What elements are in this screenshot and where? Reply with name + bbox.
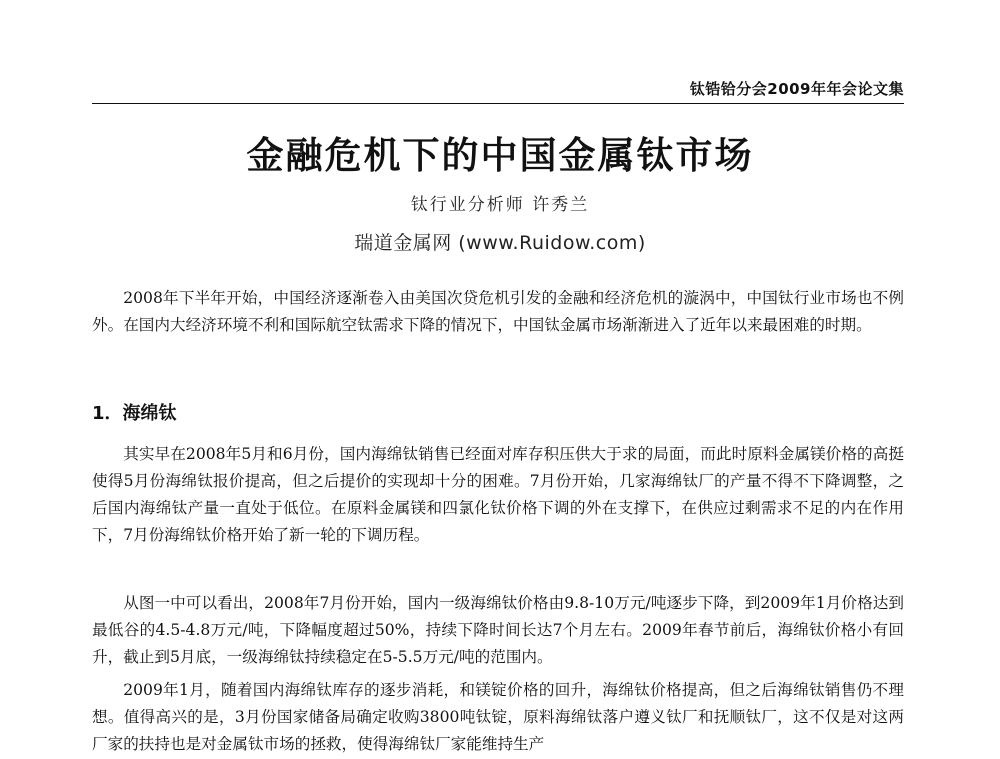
article-title: 金融危机下的中国金属钛市场 (246, 133, 754, 177)
intro-paragraph: 2008年下半年开始，中国经济逐渐卷入由美国次贷危机引发的金融和经济危机的漩涡中，中国钛行业市场也不例外。在国内大经济环境不利和国际航空钛需求下降的情况下，中国钛金属市场渐渐进入了近年以来最困难的时期。 (92, 289, 904, 334)
section1-paragraph-3: 2009年1月，随着国内海绵钛库存的逐步消耗，和镁锭价格的回升，海绵钛价格提高，但之后海绵钛销售仍不理想。值得高兴的是，3月份国家储备局确定收购3800吨钛锭，原料海绵钛落户遵义钛厂和抚顺钛厂，这不仅是对这两厂家的扶持也是对金属钛市场的拯救，使得海绵钛厂家能维持生产 (92, 681, 904, 753)
header-rule (92, 103, 904, 104)
section1-paragraph-2: 从图一中可以看出，2008年7月份开始，国内一级海绵钛价格由9.8-10万元/吨逐步下降，到2009年1月价格达到最低谷的4.5-4.8万元/吨，下降幅度超过50%，持续下降时间长达7个月左右。2009年春节前后，海绵钛价格小有回升，截止到5月底，一级海绵钛持续稳定在5-5.5万元/吨的范围内。 (92, 594, 904, 666)
section1-paragraph-1: 其实早在2008年5月和6月份，国内海绵钛销售已经面对库存积压供大于求的局面，而此时原料金属镁价格的高挺使得5月份海绵钛报价提高，但之后提价的实现却十分的困难。7月份开始，几家海绵钛厂的产量不得不下降调整，之后国内海绵钛产量一直处于低位。在原料金属镁和四氯化钛价格下调的外在支撑下，在供应过剩需求不足的内在作用下，7月份海绵钛价格开始了新一轮的下调历程。 (92, 445, 904, 544)
author-line: 钛行业分析师 许秀兰 (410, 195, 590, 215)
section-heading-sponge-titanium: 1．海绵钛 (92, 403, 177, 424)
organization-name: 瑞道金属网 (354, 232, 452, 254)
running-header: 钛锆铪分会2009年年会论文集 (689, 80, 904, 98)
organization-website: (www.Ruidow.com) (458, 232, 646, 254)
affiliation-line (0, 228, 1000, 255)
